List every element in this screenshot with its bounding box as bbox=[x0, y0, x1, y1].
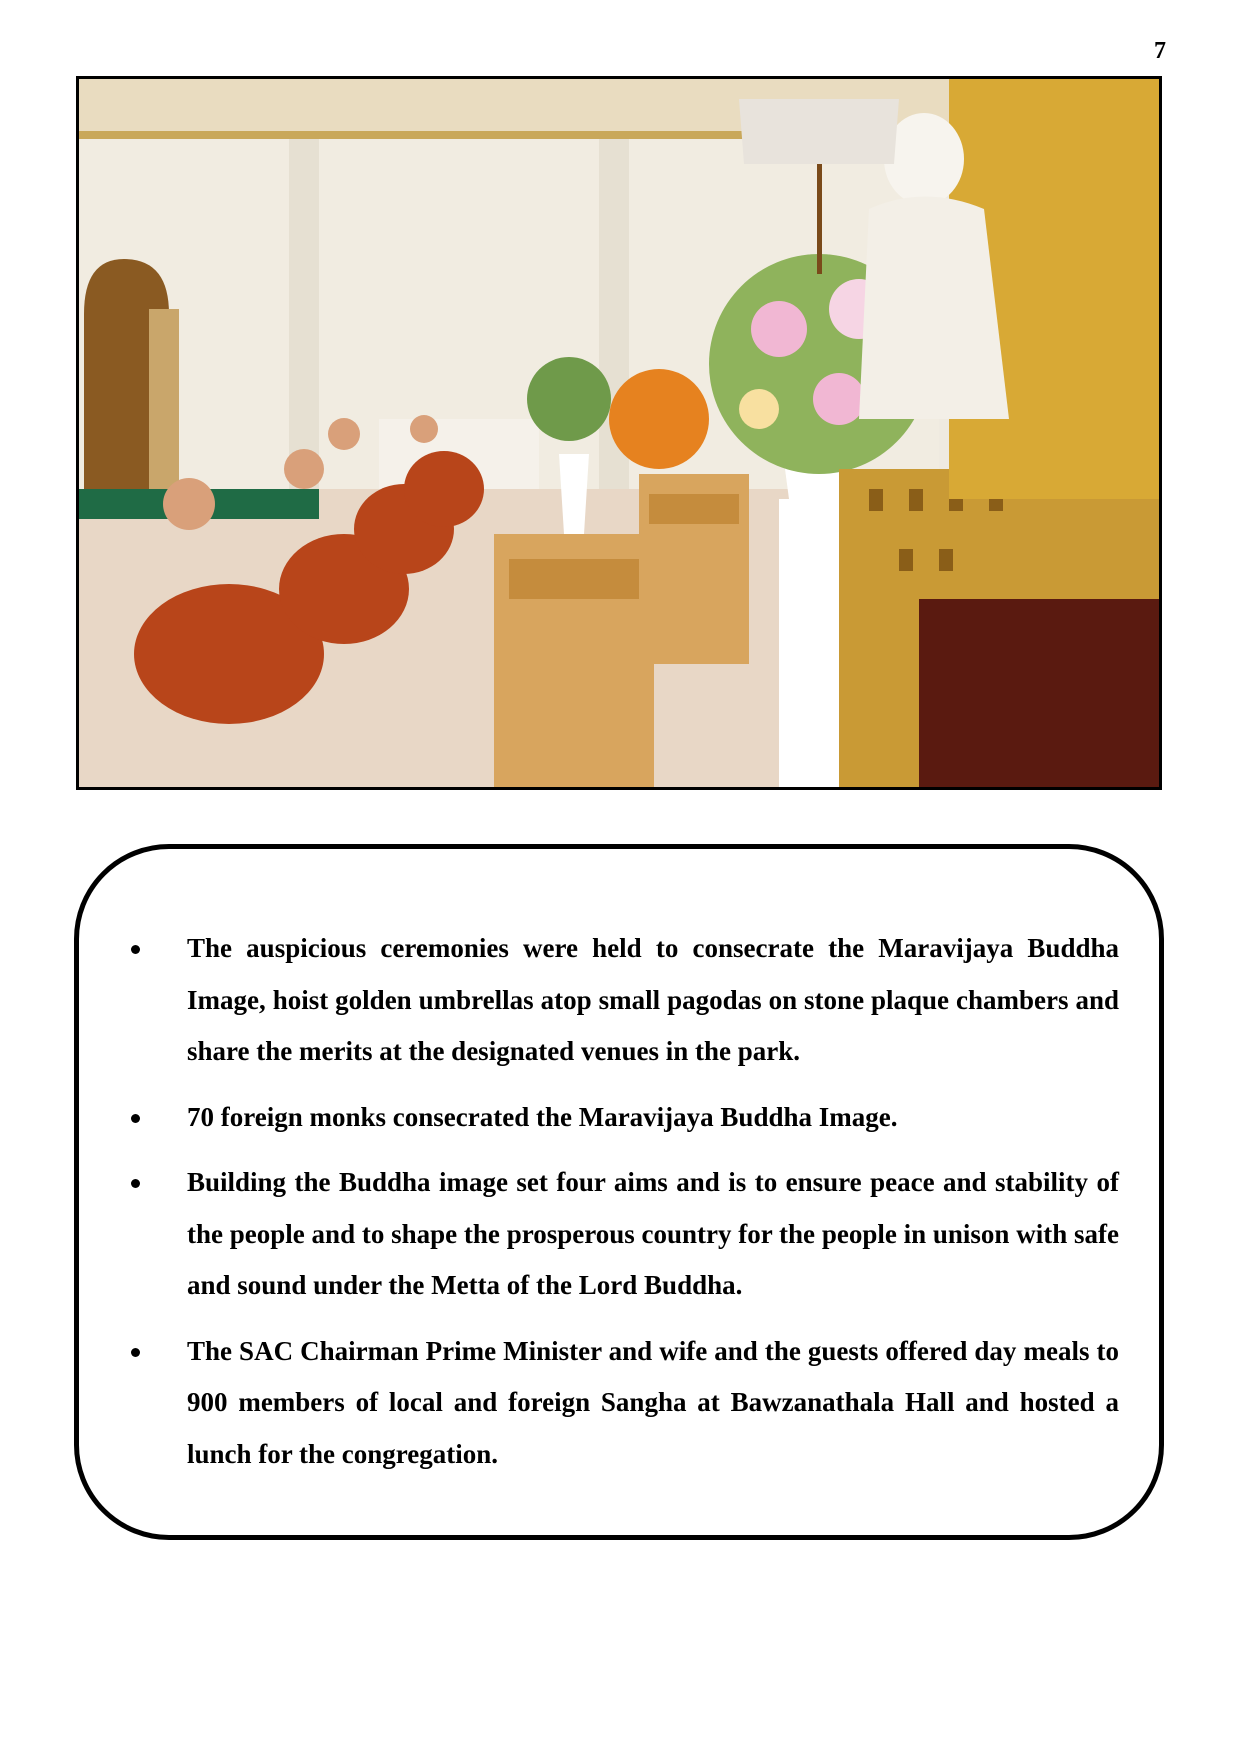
ceremony-photo bbox=[76, 76, 1162, 790]
bullet-text: Building the Buddha image set four aims and is to ensure peace and stability of the people and to shape the prosperous country for the people in unison with safe and sound under the Metta of the Lord Buddha. bbox=[187, 1167, 1119, 1300]
bullet-item bbox=[113, 923, 1119, 1078]
bullet-icon bbox=[131, 1348, 140, 1357]
page-number: 7 bbox=[1154, 38, 1166, 64]
ceremony-photo-illustration bbox=[79, 79, 1159, 787]
bullet-item bbox=[113, 1326, 1119, 1481]
bullet-icon bbox=[131, 1179, 140, 1188]
bullet-icon bbox=[131, 1114, 140, 1123]
bullet-icon bbox=[131, 945, 140, 954]
bullet-text: The SAC Chairman Prime Minister and wife and the guests offered day meals to 900 members of local and foreign Sangha at Bawzanathala Hall and hosted a lunch for the congregation. bbox=[187, 1335, 1119, 1469]
bullet-item bbox=[113, 1092, 1119, 1144]
bullet-text: 70 foreign monks consecrated the Maravijaya Buddha Image. bbox=[187, 1101, 898, 1132]
bullet-item bbox=[113, 1157, 1119, 1312]
bullet-text: The auspicious ceremonies were held to consecrate the Maravijaya Buddha Image, hoist golden umbrellas atop small pagodas on stone plaque chambers and share the merits at the designated venues in the park. bbox=[187, 933, 1119, 1066]
summary-box bbox=[74, 844, 1164, 1540]
bullet-list bbox=[113, 923, 1119, 1494]
